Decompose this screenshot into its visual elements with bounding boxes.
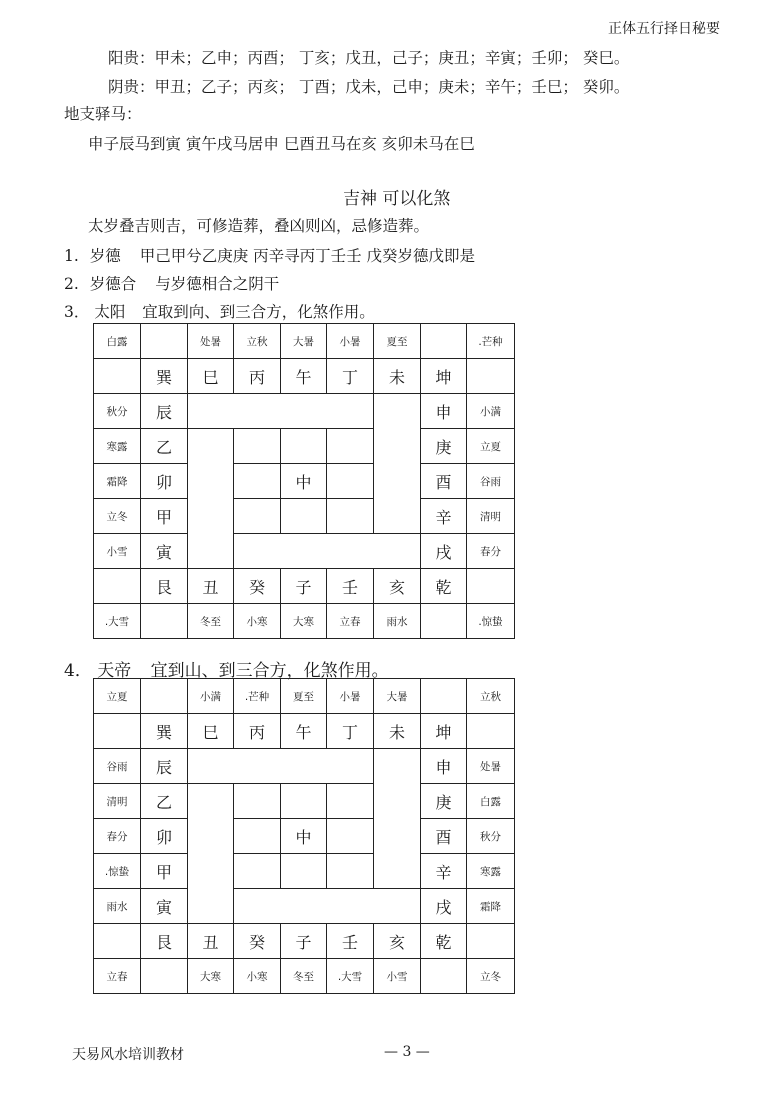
inner-cell [280,783,327,819]
inner-band-right [373,393,421,534]
item-name: 岁德合 [89,275,137,293]
inner-cell [233,783,281,819]
solar-term-cell: 寒露 [93,428,141,464]
solar-term-cell: 大寒 [280,603,327,639]
stem-cell: 坤 [420,358,467,394]
stem-cell: 甲 [140,498,188,534]
inner-cell [326,783,374,819]
solar-term-cell: 秋分 [466,818,515,854]
solar-term-cell: 白露 [466,783,515,819]
stem-cell: 乾 [420,568,467,604]
solar-term-cell [420,678,467,714]
stem-cell: 丑 [187,923,234,959]
stem-cell: 巳 [187,713,234,749]
solar-term-cell: 春分 [93,818,141,854]
empty-cell [466,568,515,604]
solar-term-cell: 谷雨 [93,748,141,784]
inner-cell [280,853,327,889]
solar-term-cell: 小暑 [326,323,374,359]
item-name: 太阳 [94,303,126,321]
stem-cell: 庚 [420,428,467,464]
empty-cell [466,713,515,749]
empty-cell [93,923,141,959]
stem-cell: 艮 [140,568,188,604]
solar-term-cell: .芒种 [233,678,281,714]
stem-cell: 午 [280,358,327,394]
solar-term-cell: .惊蛰 [93,853,141,889]
inner-cell [280,498,327,534]
stem-cell: 丙 [233,713,281,749]
stem-cell: 巽 [140,713,188,749]
solar-term-cell: 夏至 [373,323,421,359]
section-heading: 吉神 可以化煞 [343,189,451,209]
item-number: 4． [64,661,92,681]
empty-cell [466,358,515,394]
inner-band-bottom [233,888,421,924]
stem-cell: 未 [373,358,421,394]
item-number: 3． [64,303,90,321]
stem-cell: 酉 [420,463,467,499]
inner-cell [326,463,374,499]
stem-cell: 寅 [140,888,188,924]
empty-cell [466,923,515,959]
inner-band-right [373,748,421,889]
solar-term-cell: 处暑 [187,323,234,359]
inner-cell [326,428,374,464]
solar-term-cell [420,958,467,994]
solar-term-cell: .芒种 [466,323,515,359]
stem-cell: 酉 [420,818,467,854]
stem-cell: 丙 [233,358,281,394]
empty-cell [93,568,141,604]
solar-term-cell: .惊蛰 [466,603,515,639]
inner-cell [233,498,281,534]
item-text: 宜取到向、到三合方，化煞作用。 [142,303,375,321]
solar-term-cell: 小寒 [233,958,281,994]
stem-cell: 艮 [140,923,188,959]
footer-page-number: — 3 — [384,1044,430,1060]
inner-cell [233,853,281,889]
stem-cell: 壬 [326,568,374,604]
stem-cell: 乙 [140,428,188,464]
item-1 [64,244,475,266]
center-cell: 中 [280,463,327,499]
solar-term-cell: 清明 [93,783,141,819]
solar-term-cell: 夏至 [280,678,327,714]
stem-cell: 乾 [420,923,467,959]
solar-term-cell: 大暑 [280,323,327,359]
solar-term-cell: 小满 [187,678,234,714]
stem-cell: 申 [420,393,467,429]
solar-term-cell: 小寒 [233,603,281,639]
stem-cell: 卯 [140,818,188,854]
stem-cell: 辰 [140,748,188,784]
solar-term-cell [140,603,188,639]
solar-term-cell: .大雪 [93,603,141,639]
stem-cell: 辛 [420,498,467,534]
solar-term-cell: 小暑 [326,678,374,714]
solar-term-cell: 立冬 [466,958,515,994]
stem-cell: 丁 [326,713,374,749]
solar-term-cell: .大雪 [326,958,374,994]
stem-cell: 癸 [233,568,281,604]
item-text: 宜到山、到三合方，化煞作用。 [150,661,389,681]
stem-cell: 亥 [373,568,421,604]
solar-term-cell: 霜降 [93,463,141,499]
solar-term-cell [140,678,188,714]
solar-term-cell: 秋分 [93,393,141,429]
inner-band-top [187,748,374,784]
empty-cell [93,713,141,749]
solar-term-cell: 小雪 [93,533,141,569]
solar-term-cell [420,323,467,359]
inner-cell [326,818,374,854]
stem-cell: 庚 [420,783,467,819]
yang-gui-line: 阳贵：甲未；乙申；丙酉； 丁亥；戊丑，己子；庚丑；辛寅；壬卯； 癸巳。 [108,49,630,67]
item-text: 与岁德相合之阴干 [155,275,280,293]
section-intro: 太岁叠吉则吉，可修造葬，叠凶则凶，忌修造葬。 [88,217,430,235]
stem-cell: 丑 [187,568,234,604]
solar-term-cell: 小满 [466,393,515,429]
inner-cell [326,853,374,889]
stem-cell: 甲 [140,853,188,889]
stem-cell: 巽 [140,358,188,394]
stem-cell: 子 [280,923,327,959]
item-text: 甲己甲兮乙庚庚 丙辛寻丙丁壬壬 戊癸岁德戊即是 [139,247,476,265]
item-3 [64,300,375,322]
solar-term-cell: 立冬 [93,498,141,534]
stem-cell: 亥 [373,923,421,959]
solar-term-cell: 处暑 [466,748,515,784]
footer-publisher: 天易风水培训教材 [72,1047,184,1063]
solar-term-cell: 立秋 [233,323,281,359]
solar-term-cell: 立夏 [93,678,141,714]
empty-cell [93,358,141,394]
item-2 [64,272,279,294]
stem-cell: 辰 [140,393,188,429]
stem-cell: 壬 [326,923,374,959]
solar-term-cell: 大寒 [187,958,234,994]
solar-term-cell: 谷雨 [466,463,515,499]
running-title: 正体五行择日秘要 [608,21,720,37]
stem-cell: 未 [373,713,421,749]
solar-term-cell: 立夏 [466,428,515,464]
solar-term-cell: 雨水 [93,888,141,924]
item-number: 2. [64,275,79,293]
solar-term-cell: 春分 [466,533,515,569]
inner-cell [326,498,374,534]
solar-term-cell: 清明 [466,498,515,534]
item-name: 岁德 [89,247,121,265]
solar-term-cell: 冬至 [187,603,234,639]
dizhi-yima-label: 地支驿马： [64,105,142,123]
stem-cell: 乙 [140,783,188,819]
inner-band-bottom [233,533,421,569]
stem-cell: 寅 [140,533,188,569]
inner-cell [233,818,281,854]
item-name: 天帝 [97,661,132,681]
inner-band-left [187,428,234,569]
solar-term-cell [140,323,188,359]
stem-cell: 戌 [420,888,467,924]
item-number: 1. [64,247,79,265]
solar-term-cell: 霜降 [466,888,515,924]
solar-term-cell: 冬至 [280,958,327,994]
stem-cell: 癸 [233,923,281,959]
solar-term-cell: 立春 [326,603,374,639]
inner-band-left [187,783,234,924]
inner-cell [233,463,281,499]
center-cell: 中 [280,818,327,854]
solar-term-cell [140,958,188,994]
stem-cell: 戌 [420,533,467,569]
solar-term-cell: 寒露 [466,853,515,889]
stem-cell: 辛 [420,853,467,889]
stem-cell: 卯 [140,463,188,499]
stem-cell: 午 [280,713,327,749]
solar-term-cell: 大暑 [373,678,421,714]
solar-term-cell: 立秋 [466,678,515,714]
stem-cell: 子 [280,568,327,604]
stem-cell: 坤 [420,713,467,749]
solar-term-cell: 立春 [93,958,141,994]
solar-term-cell: 小雪 [373,958,421,994]
yima-rule-line: 申子辰马到寅 寅午戌马居申 巳酉丑马在亥 亥卯未马在巳 [88,135,475,153]
inner-cell [280,428,327,464]
stem-cell: 巳 [187,358,234,394]
solar-term-cell: 雨水 [373,603,421,639]
yin-gui-line: 阴贵：甲丑；乙子；丙亥； 丁酉；戊未，己申；庚未；辛午；壬巳； 癸卯。 [108,78,630,96]
inner-cell [233,428,281,464]
solar-term-cell: 白露 [93,323,141,359]
solar-term-cell [420,603,467,639]
stem-cell: 申 [420,748,467,784]
inner-band-top [187,393,374,429]
stem-cell: 丁 [326,358,374,394]
